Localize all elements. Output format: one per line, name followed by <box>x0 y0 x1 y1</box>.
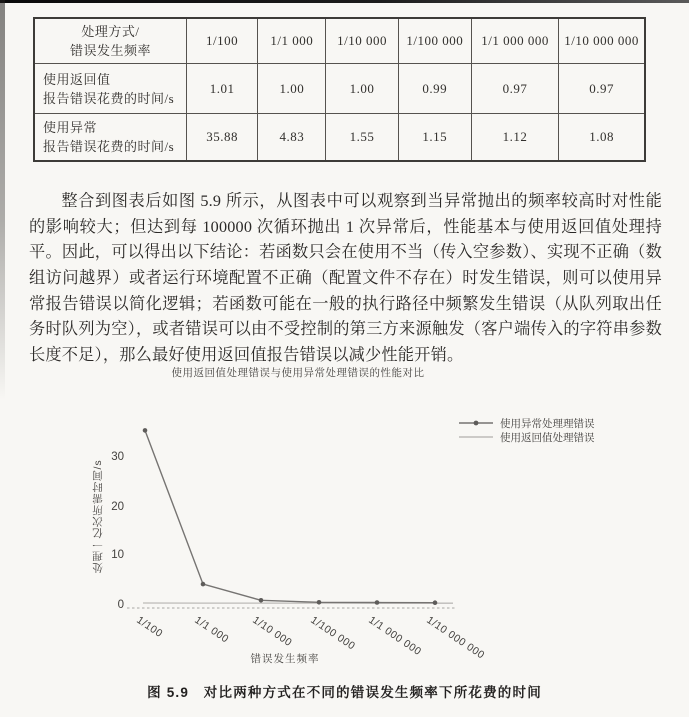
x-tick-label: 1/100 000 <box>308 614 358 653</box>
column-header: 1/10 000 <box>326 18 398 64</box>
row-label-line1: 使用返回值 <box>43 71 111 87</box>
column-header: 1/100 <box>186 18 257 64</box>
value-cell: 35.88 <box>186 114 257 162</box>
value-cell: 1.12 <box>471 114 558 162</box>
body-paragraph: 整合到图表后如图 5.9 所示，从图表中可以观察到当异常抛出的频率较高时对性能的影响较大；但达到每 100000 次循环抛出 1 次异常后，性能基本与使用返回值处理持平。因此，可以得出以下结论：若函数只会在使用不当（传入空参数）、实现不正确（数组访问越界）或者运行环境配置不正确（配置文件不存在）时发生错误，则可以使用异常报告错误以简化逻辑；若函数可能在一般的执行路径中频繁发生错误（从队列取出任务时队列为空），或者错误可以由不受控制的第三方来源触发（客户端传入的字符串参数长度不足），那么最好使用返回值报告错误以减少性能开销。 <box>29 192 662 364</box>
x-tick-label: 1/10 000 <box>250 614 295 650</box>
exception-series-line <box>145 430 435 602</box>
legend-label: 使用异常处理理错误 <box>500 417 595 430</box>
table-header-row <box>34 18 645 64</box>
x-tick-label: 1/100 <box>134 614 165 641</box>
x-tick-label: 1/1 000 000 <box>366 614 424 659</box>
y-tick-label: 0 <box>117 599 124 611</box>
column-header: 1/100 000 <box>398 18 471 64</box>
data-point-marker <box>317 600 322 605</box>
value-cell: 1.55 <box>326 114 398 162</box>
y-tick-label: 30 <box>111 451 124 463</box>
value-cell: 1.00 <box>258 64 326 114</box>
data-point-marker <box>259 598 264 603</box>
column-header: 1/1 000 000 <box>471 18 558 64</box>
value-cell: 1.08 <box>559 114 645 162</box>
error-frequency-table <box>33 17 646 162</box>
page-left-scan-shadow <box>0 0 5 400</box>
x-axis-title: 错误发生频率 <box>250 653 320 665</box>
exception-series-markers <box>143 428 438 605</box>
y-tick-label: 20 <box>111 501 124 513</box>
value-cell: 1.00 <box>326 64 398 114</box>
table-corner-cell <box>34 18 186 64</box>
data-point-marker <box>201 582 206 587</box>
column-header: 1/10 000 000 <box>559 18 645 64</box>
row-label-cell <box>34 64 186 114</box>
line-chart-plot-area <box>100 405 665 620</box>
value-cell: 0.97 <box>559 64 645 114</box>
corner-label-line2: 错误发生频率 <box>69 43 151 58</box>
data-point-marker <box>433 600 438 605</box>
row-label-cell <box>34 114 186 162</box>
page-top-scan-edge <box>0 0 689 3</box>
x-tick-label: 1/1 000 <box>192 614 231 646</box>
column-header: 1/1 000 <box>258 18 326 64</box>
table-row <box>34 114 645 162</box>
value-cell: 1.15 <box>398 114 471 162</box>
x-tick-label: 1/10 000 000 <box>424 614 487 662</box>
y-axis-title: 处理一亿次所需时间/s <box>92 459 104 573</box>
table-row <box>34 64 645 114</box>
row-label-line2: 报告错误花费的时间/s <box>43 139 175 154</box>
data-point-marker <box>375 600 380 605</box>
figure-caption: 图 5.9 对比两种方式在不同的错误发生频率下所花费的时间 <box>147 685 542 700</box>
chart-title: 使用返回值处理错误与使用异常处理错误的性能对比 <box>171 367 425 379</box>
value-cell: 1.01 <box>186 64 257 114</box>
row-label-line2: 报告错误花费的时间/s <box>43 90 175 106</box>
legend-label: 使用返回值处理错误 <box>500 431 595 444</box>
data-point-marker <box>143 428 148 433</box>
row-label-line1: 使用异常 <box>43 120 98 135</box>
value-cell: 0.97 <box>471 64 558 114</box>
y-tick-label: 10 <box>111 549 124 561</box>
value-cell: 4.83 <box>258 114 326 162</box>
value-cell: 0.99 <box>398 64 471 114</box>
corner-label-line1: 处理方式/ <box>81 24 140 39</box>
